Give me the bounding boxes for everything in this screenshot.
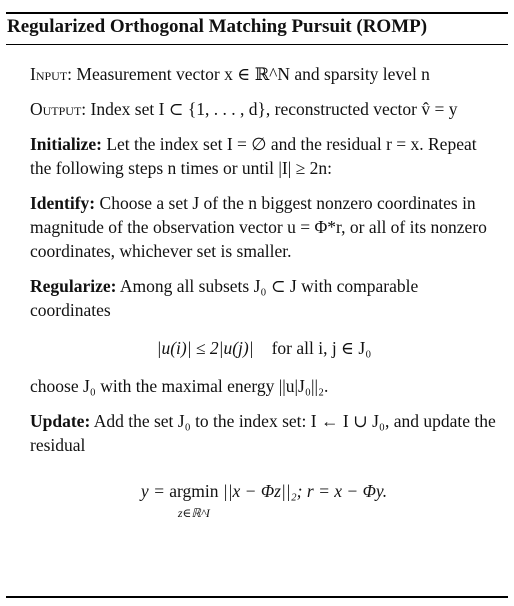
argmin-operator: [169, 479, 219, 520]
regularize-step: [30, 274, 498, 398]
title-rule: [6, 44, 508, 45]
top-rule: [6, 12, 508, 14]
update-text: Add the set J₀ to the index set: I ← I ∪ J₀, and update the residual: [30, 411, 496, 455]
comparability-quantifier: for all i, j ∈ J₀: [271, 338, 372, 358]
update-label: Update:: [30, 411, 91, 431]
initialize-label: Initialize:: [30, 134, 102, 154]
input-text: Measurement vector x ∈ ℝ^N and sparsity level n: [76, 64, 430, 84]
regularize-after: choose J₀ with the maximal energy ||u|J₀||₂.: [30, 376, 329, 396]
argmin-text: argmin: [169, 481, 219, 501]
update-formula-lhs: y =: [140, 481, 170, 501]
regularize-text: Among all subsets J₀ ⊂ J with comparable coordinates: [30, 276, 419, 320]
output-text: Index set I ⊂ {1, . . . , d}, reconstructed vector v̂ = y: [90, 99, 458, 119]
input-line: [30, 62, 498, 86]
initialize-step: [30, 132, 498, 180]
output-line: [30, 97, 498, 121]
update-step: [30, 409, 498, 531]
algorithm-title: Regularized Orthogonal Matching Pursuit (ROMP): [7, 16, 428, 37]
update-formula-rhs: ||x − Φz||₂; r = x − Φy.: [222, 481, 388, 501]
identify-text: Choose a set J of the n biggest nonzero coordinates in magnitude of the observation vector u = Φ*r, or all of its nonzero coordinates, whichever set is smaller.: [30, 193, 487, 261]
comparability-condition: |u(i)| ≤ 2|u(j)|: [156, 338, 254, 358]
input-label: Input:: [30, 64, 73, 84]
bottom-rule: [6, 596, 508, 598]
initialize-text: Let the index set I = ∅ and the residual r = x. Repeat the following steps n times or until |I| ≥ 2n:: [30, 134, 477, 178]
regularize-formula: [30, 336, 498, 360]
regularize-label: Regularize:: [30, 276, 117, 296]
output-label: Output:: [30, 99, 87, 119]
algorithm-body: [30, 62, 498, 542]
argmin-subscript: z∈ℝ^I: [177, 506, 210, 520]
identify-label: Identify:: [30, 193, 96, 213]
identify-step: [30, 191, 498, 263]
update-formula: [30, 479, 498, 531]
